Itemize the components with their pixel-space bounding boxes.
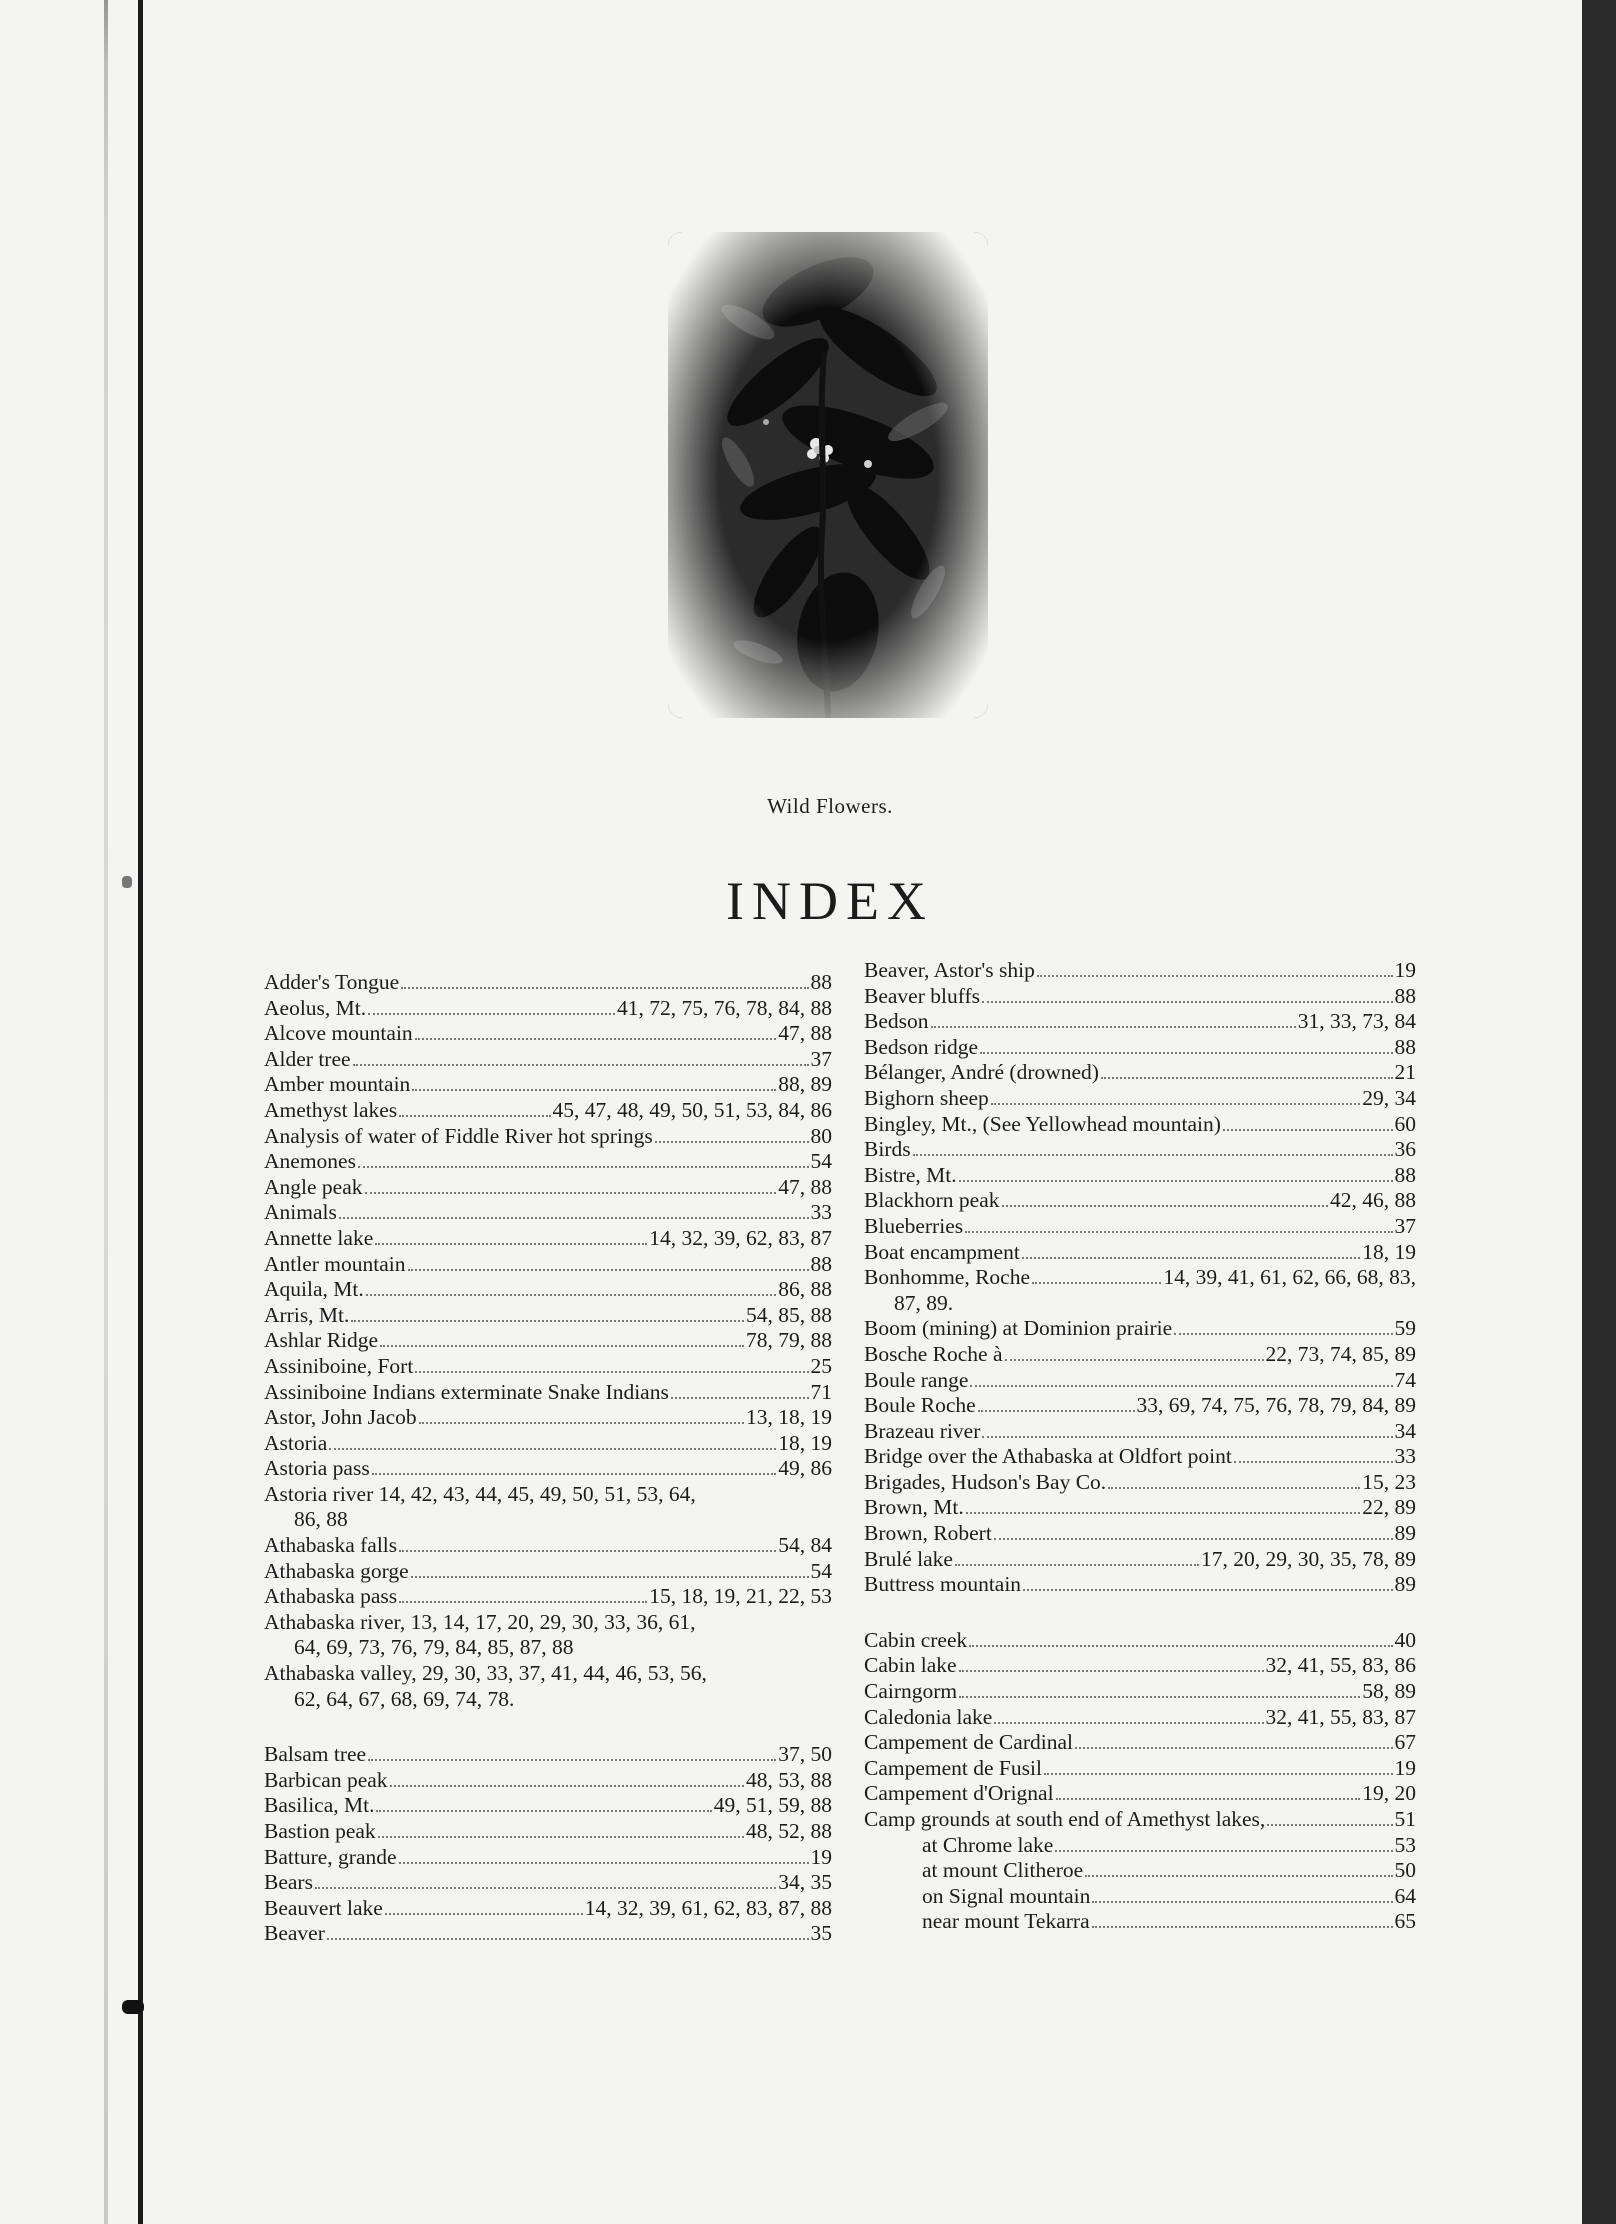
- index-entry: [864, 1653, 1416, 1679]
- index-pages: 88, 89: [778, 1072, 832, 1097]
- index-entry: [864, 1705, 1416, 1731]
- dot-leader: [411, 1560, 809, 1578]
- index-term: Blueberries: [864, 1213, 964, 1238]
- index-pages: 47, 88: [778, 1021, 832, 1046]
- dot-leader: [1108, 1471, 1360, 1489]
- index-pages: 51: [1394, 1807, 1416, 1831]
- index-term: Caledonia lake: [864, 1704, 993, 1729]
- index-entry: [864, 1342, 1416, 1368]
- dot-leader: [385, 1897, 583, 1915]
- index-term: Brown, Robert: [864, 1521, 992, 1546]
- dot-leader: [959, 1654, 1264, 1672]
- index-term: Brown, Mt.: [864, 1495, 964, 1520]
- index-term: Campement d'Orignal: [864, 1781, 1054, 1806]
- index-entry: [864, 1009, 1416, 1035]
- dot-leader: [1044, 1757, 1393, 1775]
- dot-leader: [1092, 1910, 1393, 1928]
- index-pages: 34: [1394, 1418, 1416, 1443]
- index-term: Antler mountain: [264, 1251, 406, 1276]
- index-term: Beaver, Astor's ship: [864, 958, 1035, 982]
- index-pages: 19, 20: [1362, 1781, 1416, 1806]
- dot-leader: [351, 1304, 744, 1322]
- index-pages: 40: [1394, 1627, 1416, 1652]
- index-term: Astor, John Jacob: [264, 1405, 417, 1430]
- index-term: Boule Roche: [864, 1393, 976, 1418]
- index-term: Brigades, Hudson's Bay Co.: [864, 1469, 1107, 1494]
- dot-leader: [401, 971, 808, 989]
- index-term: Astoria pass: [264, 1456, 370, 1481]
- dot-leader: [980, 1036, 1392, 1054]
- dot-leader: [375, 1227, 647, 1245]
- index-pages: 37: [1394, 1213, 1416, 1238]
- index-entry: [264, 1303, 832, 1329]
- index-term: Anemones: [264, 1149, 356, 1174]
- index-entry: [264, 1124, 832, 1150]
- index-pages: 14, 39, 41, 61, 62, 66, 68, 83,: [1163, 1265, 1416, 1290]
- dot-leader: [1022, 1240, 1360, 1258]
- dot-leader: [671, 1380, 809, 1398]
- index-entry: [864, 1470, 1416, 1496]
- index-pages: 88: [810, 970, 832, 994]
- page-title: INDEX: [726, 871, 934, 931]
- index-term: Beaver bluffs: [864, 983, 981, 1008]
- index-pages: 65: [1394, 1909, 1416, 1934]
- index-pages: 64: [1394, 1883, 1416, 1908]
- index-entry: [264, 1149, 832, 1175]
- dot-leader: [994, 1522, 1393, 1540]
- index-entry: [264, 996, 832, 1022]
- dot-leader: [1005, 1343, 1264, 1361]
- index-pages: 22, 89: [1362, 1495, 1416, 1520]
- index-pages: 33, 69, 74, 75, 76, 78, 79, 84, 89: [1136, 1393, 1416, 1418]
- index-entry-continuation: 64, 69, 73, 76, 79, 84, 85, 87, 88: [294, 1635, 574, 1660]
- index-term: Brazeau river: [864, 1418, 981, 1443]
- index-entry: [264, 970, 832, 996]
- index-letter-gap: [264, 1712, 832, 1742]
- index-pages: 67: [1394, 1730, 1416, 1755]
- index-entry: [864, 1547, 1416, 1573]
- index-term: Brulé lake: [864, 1546, 953, 1571]
- index-term: Campement de Cardinal: [864, 1730, 1073, 1755]
- dot-leader: [339, 1201, 809, 1219]
- index-pages: 88: [810, 1251, 832, 1276]
- dot-leader: [965, 1215, 1392, 1233]
- index-column-right: [864, 958, 1416, 1935]
- dot-leader: [970, 1368, 1392, 1386]
- index-entry: [264, 1845, 832, 1871]
- dot-leader: [959, 1164, 1393, 1182]
- dot-leader: [315, 1871, 776, 1889]
- index-pages: 58, 89: [1362, 1679, 1416, 1704]
- index-entry: [864, 1628, 1416, 1654]
- index-entry-continuation: 86, 88: [294, 1507, 348, 1532]
- index-entry: [864, 1112, 1416, 1138]
- index-pages: 54: [810, 1558, 832, 1583]
- index-entry: [864, 1807, 1416, 1833]
- index-pages: 32, 41, 55, 83, 87: [1265, 1704, 1416, 1729]
- index-entry: [864, 1316, 1416, 1342]
- dot-leader: [399, 1585, 647, 1603]
- index-pages: 18, 19: [1362, 1239, 1416, 1264]
- index-entry: [264, 1200, 832, 1226]
- index-pages: 41, 72, 75, 76, 78, 84, 88: [617, 995, 832, 1020]
- index-pages: 49, 86: [778, 1456, 832, 1481]
- index-pages: 80: [810, 1123, 832, 1148]
- index-term: Athabaska gorge: [264, 1558, 409, 1583]
- dot-leader: [969, 1629, 1392, 1647]
- index-term: Barbican peak: [264, 1767, 388, 1792]
- dot-leader: [913, 1138, 1393, 1156]
- index-term: Ashlar Ridge: [264, 1328, 379, 1353]
- index-entry: [864, 1909, 1416, 1935]
- dot-leader: [1223, 1112, 1393, 1130]
- dot-leader: [329, 1432, 776, 1450]
- index-pages: 33: [1394, 1444, 1416, 1469]
- index-entry: [264, 1921, 832, 1947]
- dot-leader: [380, 1329, 744, 1347]
- index-pages: 54: [810, 1149, 832, 1174]
- index-entry: [264, 1252, 832, 1278]
- index-term: Aeolus, Mt.: [264, 995, 367, 1020]
- index-term: Arris, Mt.: [264, 1302, 350, 1327]
- index-pages: 88: [1394, 1162, 1416, 1187]
- dot-leader: [415, 1355, 808, 1373]
- index-entry: [264, 1380, 832, 1406]
- index-pages: 14, 32, 39, 61, 62, 83, 87, 88: [584, 1895, 832, 1920]
- index-term: near mount Tekarra: [922, 1909, 1090, 1934]
- index-entry: [864, 1265, 1416, 1291]
- index-entry: [864, 1495, 1416, 1521]
- index-pages: 33: [810, 1200, 832, 1225]
- photo-caption: Wild Flowers.: [767, 794, 893, 818]
- index-term: Assiniboine Indians exterminate Snake Indians: [264, 1379, 669, 1404]
- index-pages: 74: [1394, 1367, 1416, 1392]
- index-entry: [864, 1060, 1416, 1086]
- dot-leader: [1002, 1189, 1328, 1207]
- dot-leader: [408, 1252, 809, 1270]
- binding-tab: [122, 876, 132, 888]
- dot-leader: [368, 996, 615, 1014]
- index-entry-continuation: 62, 64, 67, 68, 69, 74, 78.: [294, 1686, 515, 1711]
- dot-leader: [1234, 1445, 1393, 1463]
- dot-leader: [1092, 1885, 1392, 1903]
- index-entry: [264, 1896, 832, 1922]
- wild-flowers-photo: [668, 232, 988, 718]
- index-entry: [264, 1533, 832, 1559]
- index-term: Aquila, Mt.: [264, 1277, 364, 1302]
- index-pages: 88: [1394, 983, 1416, 1008]
- index-pages: 31, 33, 73, 84: [1297, 1009, 1416, 1034]
- index-pages: 45, 47, 48, 49, 50, 51, 53, 84, 86: [552, 1097, 832, 1122]
- index-entry: [264, 1482, 832, 1508]
- index-pages: 29, 34: [1362, 1085, 1416, 1110]
- dot-leader: [982, 1420, 1392, 1438]
- index-term: Cabin lake: [864, 1653, 957, 1678]
- index-entry: [864, 1086, 1416, 1112]
- index-term: Bosche Roche à: [864, 1341, 1003, 1366]
- index-term: Bedson: [864, 1009, 929, 1034]
- index-term: Astoria: [264, 1430, 328, 1455]
- index-entry: [264, 1431, 832, 1457]
- index-term: Alcove mountain: [264, 1021, 413, 1046]
- index-entry: [264, 1559, 832, 1585]
- index-term: Athabaska pass: [264, 1584, 398, 1609]
- index-term: Beaver: [264, 1921, 325, 1946]
- dot-leader: [390, 1769, 744, 1787]
- dot-leader: [353, 1048, 809, 1066]
- dot-leader: [655, 1124, 809, 1142]
- index-term: Batture, grande: [264, 1844, 397, 1869]
- binding-notch: [122, 2000, 144, 2014]
- dot-leader: [959, 1680, 1360, 1698]
- index-entry: [864, 1240, 1416, 1266]
- index-entry: [264, 1819, 832, 1845]
- index-letter-gap: [864, 1598, 1416, 1628]
- index-pages: 49, 51, 59, 88: [713, 1793, 832, 1818]
- index-pages: 14, 32, 39, 62, 83, 87: [649, 1225, 832, 1250]
- dot-leader: [376, 1794, 711, 1812]
- index-entry: [264, 1021, 832, 1047]
- dot-leader: [378, 1820, 744, 1838]
- index-entry: [264, 1175, 832, 1201]
- index-pages: 54, 85, 88: [746, 1302, 832, 1327]
- index-term: Basilica, Mt.: [264, 1793, 375, 1818]
- index-entry-continuation: 87, 89.: [894, 1290, 954, 1315]
- index-entry: [864, 1368, 1416, 1394]
- index-pages: 48, 52, 88: [746, 1819, 832, 1843]
- index-pages: 18, 19: [778, 1430, 832, 1455]
- index-term: Alder tree: [264, 1046, 351, 1071]
- index-entry: [264, 1354, 832, 1380]
- index-pages: 19: [1394, 958, 1416, 982]
- dot-leader: [399, 1845, 809, 1863]
- index-entry: [864, 958, 1416, 984]
- index-pages: 19: [1394, 1755, 1416, 1780]
- dot-leader: [1267, 1808, 1392, 1826]
- dot-leader: [415, 1022, 777, 1040]
- index-term: Amethyst lakes: [264, 1097, 398, 1122]
- index-entry: [864, 1035, 1416, 1061]
- index-term: Birds: [864, 1137, 911, 1162]
- index-pages: 17, 20, 29, 30, 35, 78, 89: [1201, 1546, 1416, 1571]
- index-entry: [864, 984, 1416, 1010]
- dot-leader: [1085, 1859, 1392, 1877]
- index-entry: [264, 1584, 832, 1610]
- index-term: Bélanger, André (drowned): [864, 1060, 1099, 1085]
- index-pages: 88: [1394, 1034, 1416, 1059]
- index-pages: 71: [810, 1379, 832, 1404]
- index-term: Boom (mining) at Dominion prairie: [864, 1316, 1173, 1341]
- index-pages: 78, 79, 88: [746, 1328, 832, 1353]
- index-entry: [864, 1393, 1416, 1419]
- dot-leader: [399, 1534, 776, 1552]
- index-pages: 32, 41, 55, 83, 86: [1265, 1653, 1416, 1678]
- index-pages: 21: [1394, 1060, 1416, 1085]
- index-term: Beauvert lake: [264, 1895, 383, 1920]
- dot-leader: [1037, 959, 1393, 977]
- index-pages: 42, 46, 88: [1330, 1188, 1416, 1213]
- dot-leader: [399, 1099, 550, 1117]
- index-entry: [864, 1419, 1416, 1445]
- dot-leader: [994, 1706, 1263, 1724]
- index-entry: [864, 1163, 1416, 1189]
- index-term: Bonhomme, Roche: [864, 1265, 1031, 1290]
- index-term: Angle peak: [264, 1174, 363, 1199]
- index-entry: [864, 1833, 1416, 1859]
- index-pages: 60: [1394, 1111, 1416, 1136]
- index-term: Bighorn sheep: [864, 1085, 989, 1110]
- index-entry: [264, 1870, 832, 1896]
- dot-leader: [327, 1922, 809, 1940]
- index-entry: [264, 1072, 832, 1098]
- index-entry: [864, 1858, 1416, 1884]
- index-term: on Signal mountain: [922, 1883, 1091, 1908]
- index-pages: 37: [810, 1046, 832, 1071]
- index-term: Blackhorn peak: [864, 1188, 1000, 1213]
- page-edge-shadow: [104, 0, 108, 2224]
- index-entry: [864, 1781, 1416, 1807]
- index-term: Bears: [264, 1870, 313, 1895]
- index-term: Boat encampment: [864, 1239, 1020, 1264]
- index-term: Bingley, Mt., (See Yellowhead mountain): [864, 1111, 1221, 1136]
- index-term: Assiniboine, Fort: [264, 1353, 414, 1378]
- index-entry: [264, 1661, 832, 1687]
- index-pages: 36: [1394, 1137, 1416, 1162]
- index-pages: 35: [810, 1921, 832, 1946]
- index-entry: [864, 1884, 1416, 1910]
- index-term: Bridge over the Athabaska at Oldfort point: [864, 1444, 1232, 1469]
- index-entry: [264, 1610, 832, 1636]
- index-term: Bastion peak: [264, 1819, 376, 1843]
- index-pages: 53: [1394, 1832, 1416, 1857]
- index-pages: 19: [810, 1844, 832, 1869]
- index-pages: 59: [1394, 1316, 1416, 1341]
- index-pages: 37, 50: [778, 1742, 832, 1767]
- index-term: at mount Clitheroe: [922, 1858, 1084, 1883]
- dot-leader: [365, 1176, 777, 1194]
- index-term: Buttress mountain: [864, 1572, 1022, 1597]
- index-term: Annette lake: [264, 1225, 374, 1250]
- index-entry: [264, 1405, 832, 1431]
- index-entry: [864, 1214, 1416, 1240]
- index-term: Bedson ridge: [864, 1034, 979, 1059]
- index-entry: [264, 1456, 832, 1482]
- dot-leader: [358, 1150, 809, 1168]
- index-entry: [864, 1188, 1416, 1214]
- index-entry: [264, 1226, 832, 1252]
- index-entry: [264, 1098, 832, 1124]
- dot-leader: [372, 1457, 777, 1475]
- index-entry: [264, 1768, 832, 1794]
- dot-leader: [1023, 1573, 1392, 1591]
- index-entry: [264, 1277, 832, 1303]
- dot-leader: [1032, 1266, 1161, 1284]
- index-term: Boule range: [864, 1367, 969, 1392]
- index-pages: 48, 53, 88: [746, 1767, 832, 1792]
- index-entry: [864, 1137, 1416, 1163]
- index-pages: 47, 88: [778, 1174, 832, 1199]
- index-term: Campement de Fusil: [864, 1755, 1042, 1780]
- index-pages: 22, 73, 74, 85, 89: [1265, 1341, 1416, 1366]
- index-pages: 86, 88: [778, 1277, 832, 1302]
- foliage-illustration: [668, 232, 988, 718]
- index-term: Camp grounds at south end of Amethyst lakes,: [864, 1807, 1266, 1831]
- dot-leader: [966, 1496, 1361, 1514]
- dot-leader: [991, 1087, 1360, 1105]
- index-entry: [864, 1572, 1416, 1598]
- index-entry: [864, 1444, 1416, 1470]
- index-term: Analysis of water of Fiddle River hot springs: [264, 1123, 653, 1148]
- dot-leader: [368, 1743, 776, 1761]
- binding-rule: [138, 0, 143, 2224]
- index-pages: 50: [1394, 1858, 1416, 1883]
- index-pages: 25: [810, 1353, 832, 1378]
- dot-leader: [955, 1548, 1199, 1566]
- index-entry: [864, 1730, 1416, 1756]
- dot-leader: [978, 1394, 1135, 1412]
- index-term: at Chrome lake: [922, 1832, 1054, 1857]
- index-term: Adder's Tongue: [264, 970, 400, 994]
- dot-leader: [419, 1406, 744, 1424]
- index-term: Astoria river 14, 42, 43, 44, 45, 49, 50, 51, 53, 64,: [264, 1481, 696, 1506]
- index-entry: [864, 1679, 1416, 1705]
- index-entry: [264, 1328, 832, 1354]
- dot-leader: [1055, 1833, 1392, 1851]
- index-pages: 34, 35: [778, 1870, 832, 1895]
- index-pages: 13, 18, 19: [746, 1405, 832, 1430]
- index-term: Amber mountain: [264, 1072, 411, 1097]
- index-term: Athabaska falls: [264, 1533, 398, 1558]
- index-entry: [864, 1756, 1416, 1782]
- dot-leader: [366, 1278, 777, 1296]
- index-term: Bistre, Mt.: [864, 1162, 957, 1187]
- index-pages: 15, 18, 19, 21, 22, 53: [649, 1584, 832, 1609]
- index-term: Athabaska valley, 29, 30, 33, 37, 41, 44, 46, 53, 56,: [264, 1661, 707, 1686]
- index-pages: 54, 84: [778, 1533, 832, 1558]
- index-term: Cairngorm: [864, 1679, 958, 1704]
- index-pages: 89: [1394, 1521, 1416, 1546]
- dot-leader: [412, 1073, 776, 1091]
- index-term: Cabin creek: [864, 1627, 968, 1652]
- dot-leader: [1101, 1061, 1393, 1079]
- index-entry: [864, 1521, 1416, 1547]
- dot-leader: [1075, 1731, 1393, 1749]
- dot-leader: [1174, 1317, 1392, 1335]
- index-pages: 15, 23: [1362, 1469, 1416, 1494]
- index-term: Balsam tree: [264, 1742, 367, 1767]
- index-pages: 89: [1394, 1572, 1416, 1597]
- index-entry: [264, 1793, 832, 1819]
- dot-leader: [982, 984, 1392, 1002]
- index-column-left: [264, 970, 832, 1947]
- dot-leader: [1056, 1782, 1361, 1800]
- index-term: Animals: [264, 1200, 337, 1225]
- index-entry: [264, 1742, 832, 1768]
- index-term: Athabaska river, 13, 14, 17, 20, 29, 30, 33, 36, 61,: [264, 1609, 696, 1634]
- dot-leader: [931, 1010, 1296, 1028]
- index-entry: [264, 1047, 832, 1073]
